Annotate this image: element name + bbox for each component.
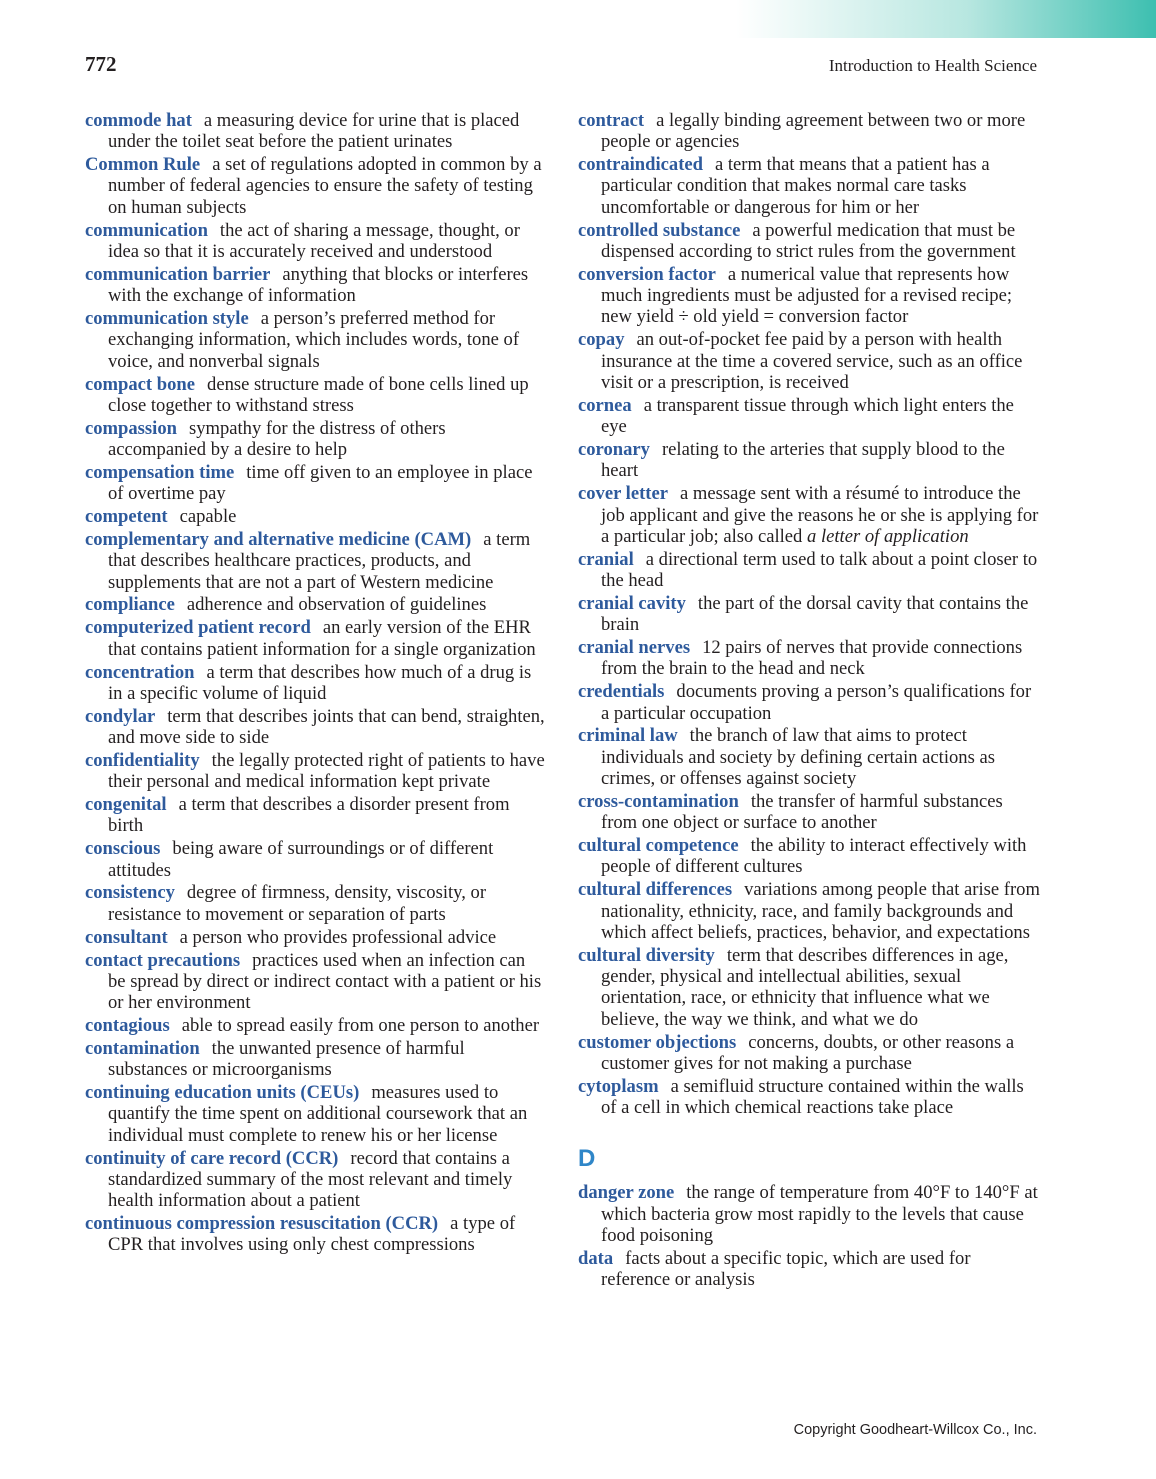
glossary-definition: the transfer of harmful substances from one object or surface to another bbox=[601, 790, 1003, 834]
glossary-term: cranial cavity bbox=[578, 592, 686, 614]
glossary-entry bbox=[578, 110, 1040, 153]
glossary-term: contagious bbox=[85, 1015, 170, 1037]
page-number: 772 bbox=[85, 52, 117, 76]
glossary-definition-italic: a letter of application bbox=[807, 525, 969, 547]
glossary-term: conversion factor bbox=[578, 263, 716, 285]
glossary-term: contract bbox=[578, 110, 645, 131]
glossary-definition: the branch of law that aims to protect individuals and society by defining certain actions as crimes, or offenses against society bbox=[601, 725, 995, 790]
header-accent-band bbox=[736, 0, 1156, 38]
glossary-term: continuous compression resuscitation (CCR) bbox=[85, 1213, 439, 1235]
copyright-notice: Copyright Goodheart-Willcox Co., Inc. bbox=[793, 1422, 1037, 1438]
glossary-term: computerized patient record bbox=[85, 617, 311, 639]
glossary-definition: the part of the dorsal cavity that contains the brain bbox=[601, 592, 1029, 636]
glossary-term: complementary and alternative medicine (CAM) bbox=[85, 528, 472, 550]
glossary-entry bbox=[578, 483, 1040, 547]
glossary-entry bbox=[85, 838, 547, 881]
glossary-term: communication style bbox=[85, 308, 249, 330]
glossary-definition: adherence and observation of guidelines bbox=[186, 594, 487, 616]
glossary-definition: a person who provides professional advice bbox=[179, 926, 497, 948]
glossary-entry bbox=[85, 950, 547, 1014]
glossary-definition: a directional term used to talk about a point closer to the head bbox=[601, 548, 1038, 591]
glossary-definition: a legally binding agreement between two or more people or agencies bbox=[601, 110, 1026, 153]
glossary-definition: the range of temperature from 40°F to 140°F at which bacteria grow most rapidly to the levels that cause food poisoning bbox=[601, 1182, 1038, 1246]
glossary-column-right bbox=[578, 110, 1040, 1292]
glossary-term: compassion bbox=[85, 417, 177, 439]
glossary-definition: variations among people that arise from nationality, ethnicity, race, and family backgrounds and which affect beliefs, practices, behavior, and expectations bbox=[601, 879, 1040, 943]
glossary-term: cytoplasm bbox=[578, 1075, 659, 1097]
glossary-entry bbox=[85, 529, 547, 593]
glossary-term: criminal law bbox=[578, 725, 678, 747]
glossary-entry bbox=[85, 1038, 547, 1081]
glossary-definition: relating to the arteries that supply blood to the heart bbox=[601, 439, 1005, 482]
glossary-entry bbox=[85, 617, 547, 660]
glossary-term: compensation time bbox=[85, 461, 235, 483]
running-head: Introduction to Health Science bbox=[828, 56, 1037, 75]
glossary-entry bbox=[85, 462, 547, 505]
glossary-definition: a type of CPR that involves using only chest compressions bbox=[108, 1213, 516, 1256]
glossary-definition: able to spread easily from one person to another bbox=[181, 1015, 540, 1037]
glossary-term: compliance bbox=[85, 594, 175, 616]
glossary-entry bbox=[85, 220, 547, 263]
glossary-term: congenital bbox=[85, 794, 167, 816]
glossary-entry bbox=[578, 1076, 1040, 1119]
glossary-entry bbox=[578, 1182, 1040, 1246]
glossary-term: compact bone bbox=[85, 373, 196, 395]
glossary-entry bbox=[85, 1082, 547, 1146]
glossary-term: cultural differences bbox=[578, 879, 733, 901]
glossary-term: continuity of care record (CCR) bbox=[85, 1147, 339, 1169]
glossary-definition: term that describes joints that can bend, straighten, and move side to side bbox=[108, 705, 545, 749]
glossary-entry bbox=[578, 549, 1040, 592]
glossary-definition: a term that describes how much of a drug is in a specific volume of liquid bbox=[108, 661, 532, 704]
glossary-entry bbox=[578, 681, 1040, 724]
glossary-term: conscious bbox=[85, 838, 161, 860]
glossary-definition: the legally protected right of patients to have their personal and medical information kept private bbox=[108, 749, 545, 793]
glossary-entry bbox=[85, 264, 547, 307]
glossary-definition: the ability to interact effectively with people of different cultures bbox=[601, 835, 1027, 878]
glossary-definition: a term that means that a patient has a particular condition that makes normal care tasks uncomfortable or dangerous for him or her bbox=[601, 154, 990, 218]
glossary-definition: being aware of surroundings or of different attitudes bbox=[108, 838, 494, 881]
glossary-definition: 12 pairs of nerves that provide connections from the brain to the head and neck bbox=[601, 637, 1023, 680]
glossary-term: Common Rule bbox=[85, 154, 201, 176]
glossary-entry bbox=[578, 791, 1040, 834]
glossary-entry bbox=[578, 879, 1040, 943]
glossary-term: cranial bbox=[578, 548, 634, 570]
glossary-term: cover letter bbox=[578, 483, 668, 505]
glossary-entry bbox=[85, 418, 547, 461]
glossary-entry bbox=[578, 220, 1040, 263]
glossary-column-left bbox=[85, 110, 547, 1257]
glossary-entry bbox=[578, 835, 1040, 878]
glossary-term: commode hat bbox=[85, 110, 192, 131]
glossary-term: continuing education units (CEUs) bbox=[85, 1082, 360, 1104]
glossary-entry bbox=[85, 1015, 547, 1036]
glossary-entry bbox=[85, 1213, 547, 1256]
glossary-entry bbox=[578, 439, 1040, 482]
glossary-term: data bbox=[578, 1247, 614, 1269]
glossary-entry bbox=[85, 374, 547, 417]
glossary-definition: a term that describes a disorder present from birth bbox=[108, 794, 510, 837]
glossary-definition: an early version of the EHR that contains patient information for a single organization bbox=[108, 617, 536, 660]
glossary-term: condylar bbox=[85, 705, 156, 727]
glossary-term: cultural competence bbox=[578, 835, 739, 857]
glossary-entry bbox=[85, 794, 547, 837]
glossary-definition: the unwanted presence of harmful substances or microorganisms bbox=[108, 1037, 465, 1081]
glossary-term: consistency bbox=[85, 882, 175, 904]
glossary-term: contact precautions bbox=[85, 949, 241, 971]
glossary-definition: practices used when an infection can be spread by direct or indirect contact with a patient or his or her environment bbox=[108, 949, 542, 1014]
glossary-entry bbox=[578, 725, 1040, 789]
glossary-term: confidentiality bbox=[85, 749, 200, 771]
glossary-entry bbox=[85, 594, 547, 615]
glossary-term: cornea bbox=[578, 394, 632, 416]
glossary-entry bbox=[85, 1148, 547, 1212]
glossary-definition: a numerical value that represents how much ingredients must be adjusted for a revised recipe; new yield ÷ old yield = conversion factor bbox=[601, 263, 1012, 328]
glossary-definition: a message sent with a résumé to introduce the job applicant and give the reasons he or she is applying for a particular job; also called bbox=[601, 483, 1039, 547]
glossary-definition: sympathy for the distress of others accompanied by a desire to help bbox=[108, 417, 446, 461]
glossary-definition: a semifluid structure contained within the walls of a cell in which chemical reactions take place bbox=[601, 1075, 1024, 1119]
glossary-term: controlled substance bbox=[578, 219, 741, 241]
glossary-definition: capable bbox=[179, 506, 237, 528]
glossary-definition: dense structure made of bone cells lined up close together to withstand stress bbox=[108, 373, 529, 416]
glossary-definition: the act of sharing a message, thought, or idea so that it is accurately received and understood bbox=[108, 219, 520, 262]
glossary-entry bbox=[578, 329, 1040, 393]
glossary-entry bbox=[578, 154, 1040, 218]
glossary-term: communication bbox=[85, 219, 208, 241]
glossary-term: danger zone bbox=[578, 1182, 675, 1204]
glossary-definition: a term that describes healthcare practices, products, and supplements that are not a part of Western medicine bbox=[108, 528, 531, 593]
glossary-definition: term that describes differences in age, gender, physical and intellectual abilities, sexual orientation, race, or ethnicity that influence what we believe, the way we think, and what we do bbox=[601, 944, 1009, 1030]
glossary-entry bbox=[85, 882, 547, 925]
glossary-entry bbox=[85, 506, 547, 527]
glossary-entry bbox=[578, 945, 1040, 1030]
glossary-term: contamination bbox=[85, 1037, 200, 1059]
glossary-entry bbox=[578, 1248, 1040, 1291]
glossary-entry bbox=[85, 750, 547, 793]
glossary-term: communication barrier bbox=[85, 263, 271, 285]
glossary-definition: a powerful medication that must be dispensed according to strict rules from the government bbox=[601, 219, 1016, 262]
glossary-definition: a set of regulations adopted in common by a number of federal agencies to ensure the safety of testing on human subjects bbox=[108, 154, 542, 218]
glossary-term: concentration bbox=[85, 661, 195, 683]
glossary-term: contraindicated bbox=[578, 154, 703, 176]
glossary-definition: measures used to quantify the time spent on additional coursework that an individual must complete to renew his or her license bbox=[108, 1082, 528, 1146]
section-letter-heading: D bbox=[578, 1145, 596, 1173]
glossary-definition: degree of firmness, density, viscosity, or resistance to movement or separation of parts bbox=[108, 882, 487, 925]
glossary-term: cultural diversity bbox=[578, 944, 715, 966]
glossary-entry bbox=[578, 264, 1040, 328]
glossary-definition: record that contains a standardized summary of the most relevant and timely health information about a patient bbox=[108, 1147, 513, 1212]
glossary-definition: an out-of-pocket fee paid by a person with health insurance at the time a covered service, such as an office visit or a prescription, is received bbox=[601, 329, 1023, 393]
glossary-definition: a person’s preferred method for exchanging information, which includes words, tone of voice, and nonverbal signals bbox=[108, 308, 520, 372]
glossary-entry bbox=[578, 395, 1040, 438]
glossary-term: consultant bbox=[85, 926, 168, 948]
glossary-term: copay bbox=[578, 329, 625, 351]
glossary-definition: time off given to an employee in place of overtime pay bbox=[108, 461, 533, 505]
glossary-entry bbox=[578, 637, 1040, 680]
glossary-definition: a measuring device for urine that is placed under the toilet seat before the patient urinates bbox=[108, 110, 520, 153]
glossary-entry bbox=[85, 110, 547, 153]
glossary-term: customer objections bbox=[578, 1031, 737, 1053]
glossary-definition: concerns, doubts, or other reasons a customer gives for not making a purchase bbox=[601, 1031, 1015, 1074]
glossary-term: cranial nerves bbox=[578, 637, 691, 659]
glossary-entry bbox=[85, 154, 547, 218]
glossary-term: credentials bbox=[578, 681, 665, 703]
glossary-term: cross-contamination bbox=[578, 790, 739, 812]
glossary-term: coronary bbox=[578, 439, 650, 461]
glossary-definition: facts about a specific topic, which are used for reference or analysis bbox=[601, 1247, 971, 1291]
glossary-definition: documents proving a person’s qualifications for a particular occupation bbox=[601, 681, 1032, 724]
glossary-entry bbox=[578, 1032, 1040, 1075]
glossary-entry bbox=[85, 662, 547, 705]
glossary-definition: anything that blocks or interferes with the exchange of information bbox=[108, 263, 529, 307]
glossary-entry bbox=[85, 927, 547, 948]
glossary-term: competent bbox=[85, 506, 168, 528]
glossary-definition: a transparent tissue through which light enters the eye bbox=[601, 394, 1014, 438]
glossary-entry bbox=[85, 308, 547, 372]
glossary-entry bbox=[85, 706, 547, 749]
glossary-entry bbox=[578, 593, 1040, 636]
